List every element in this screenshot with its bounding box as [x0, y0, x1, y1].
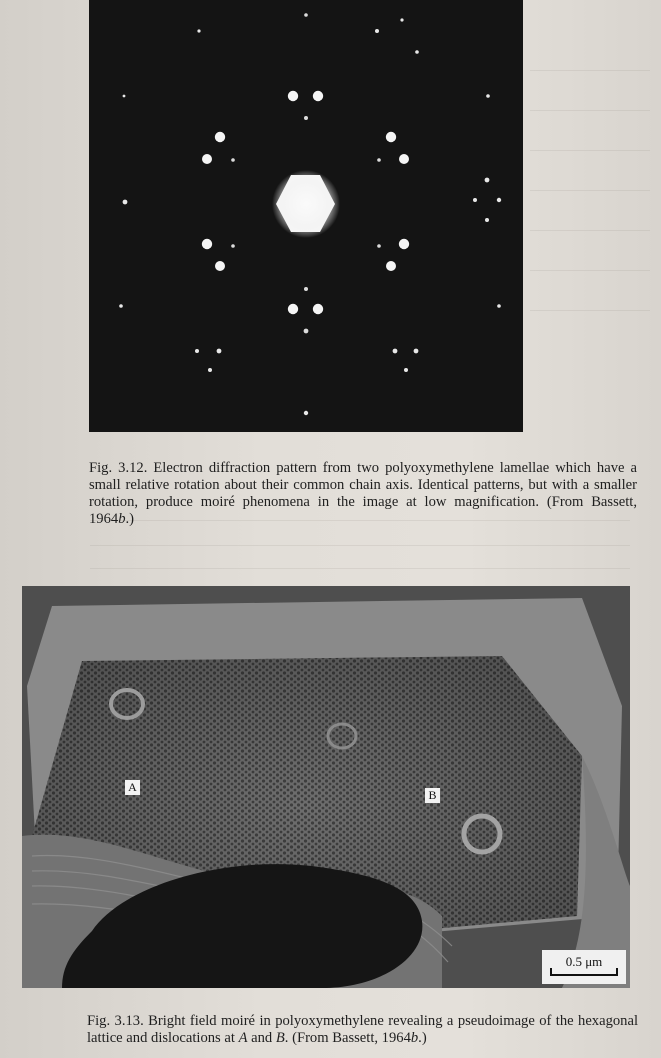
bleed-through-line [530, 190, 650, 191]
figure-caption-3-13 [87, 1013, 638, 1048]
caption-label: Fig. 3.13. [87, 1012, 144, 1029]
moire-micrograph-image [22, 586, 630, 988]
caption-end: .) [418, 1029, 427, 1046]
caption-end: .) [125, 511, 134, 528]
citation-suffix: b [410, 1029, 419, 1046]
figure-caption-3-12 [89, 460, 637, 529]
bleed-through-line [530, 150, 650, 151]
bleed-through-line [90, 545, 630, 546]
bleed-through-line [530, 270, 650, 271]
point-label-a: A [125, 780, 140, 795]
bleed-through-line [530, 310, 650, 311]
citation-suffix: b [118, 511, 126, 528]
caption-point-b: B [275, 1029, 285, 1046]
caption-text-2: . (From Bassett, 1964 [284, 1029, 411, 1046]
diffraction-pattern-image [89, 0, 523, 432]
scale-bar [550, 974, 618, 976]
bleed-through-line [530, 110, 650, 111]
caption-text: Bright field moiré in polyoxymethylene revealing a pseudoimage of the hexagonal lattice and dislocations at [87, 1012, 639, 1046]
bleed-through-line [90, 568, 630, 569]
caption-point-a: A [238, 1029, 248, 1046]
bleed-through-line [530, 230, 650, 231]
scale-bar-box [542, 950, 626, 984]
point-label-b: B [425, 788, 440, 803]
caption-text: Electron diffraction pattern from two polyoxymethylene lamellae which have a small relative rotation about their common chain axis. Identical patterns, but with a smaller rotation, produce moiré phenomena in the image at low magnification. (From Bassett, 1964 [89, 459, 637, 528]
caption-and: and [247, 1029, 276, 1046]
bleed-through-line [530, 70, 650, 71]
scale-bar-label: 0.5 μm [565, 954, 603, 969]
caption-label: Fig. 3.12. [89, 459, 148, 476]
